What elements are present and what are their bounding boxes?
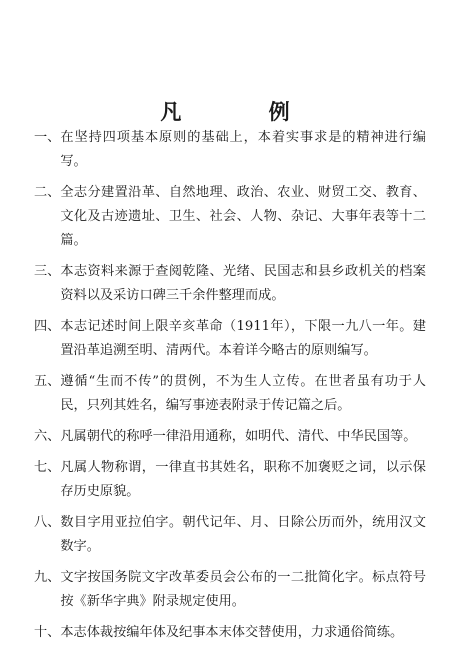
list-item (34, 315, 426, 363)
list-item (34, 511, 426, 559)
item-text: 文字按国务院文字改革委员会公布的一二批简化字。标点符号按《新华字典》附录规定使用。 (60, 570, 426, 609)
list-item (34, 566, 426, 614)
item-text: 凡属人物称谓，一律直书其姓名，职称不加褒贬之词，以示保存历史原貌。 (60, 460, 426, 499)
item-number: 六、 (34, 429, 61, 444)
list-item (34, 260, 426, 308)
item-text: 在坚持四项基本原则的基础上，本着实事求是的精神进行编写。 (60, 130, 426, 169)
item-number: 三、 (34, 264, 61, 279)
item-text: 全志分建置沿革、自然地理、政治、农业、财贸工交、教育、文化及古迹遗址、卫生、社会、人物、杂记、大事年表等十二篇。 (60, 185, 426, 248)
item-text: 凡属朝代的称呼一律沿用通称，如明代、清代、中华民国等。 (60, 429, 417, 444)
item-number: 八、 (34, 515, 61, 530)
item-number: 七、 (34, 460, 61, 475)
item-text: 本志资料来源于查阅乾隆、光绪、民国志和县乡政机关的档案资料以及采访口碑三千余件整理而成。 (60, 264, 426, 303)
list-item (34, 370, 426, 418)
item-number: 九、 (34, 570, 61, 585)
item-number: 五、 (34, 374, 61, 389)
item-number: 四、 (34, 319, 61, 334)
list-item (34, 621, 426, 645)
item-number: 二、 (34, 185, 61, 200)
list-item (34, 181, 426, 253)
item-number: 十、 (34, 625, 61, 640)
rules-list (34, 126, 426, 652)
list-item (34, 425, 426, 449)
item-text: 本志体裁按编年体及纪事本末体交替使用，力求通俗简练。 (60, 625, 404, 640)
list-item (34, 126, 426, 174)
item-text: 数目字用亚拉伯字。朝代记年、月、日除公历而外，统用汉文数字。 (60, 515, 426, 554)
list-item (34, 456, 426, 504)
page-title: 凡 例 (160, 99, 330, 124)
item-number: 一、 (34, 130, 61, 145)
item-text: 遵循“生而不传”的贯例，不为生人立传。在世者虽有功于人民，只列其姓名，编写事迹表附录于传记篇之后。 (60, 374, 426, 413)
item-text: 本志记述时间上限辛亥革命（1911年），下限一九八一年。建置沿革追溯至明、清两代。本着详今略古的原则编写。 (60, 319, 426, 358)
